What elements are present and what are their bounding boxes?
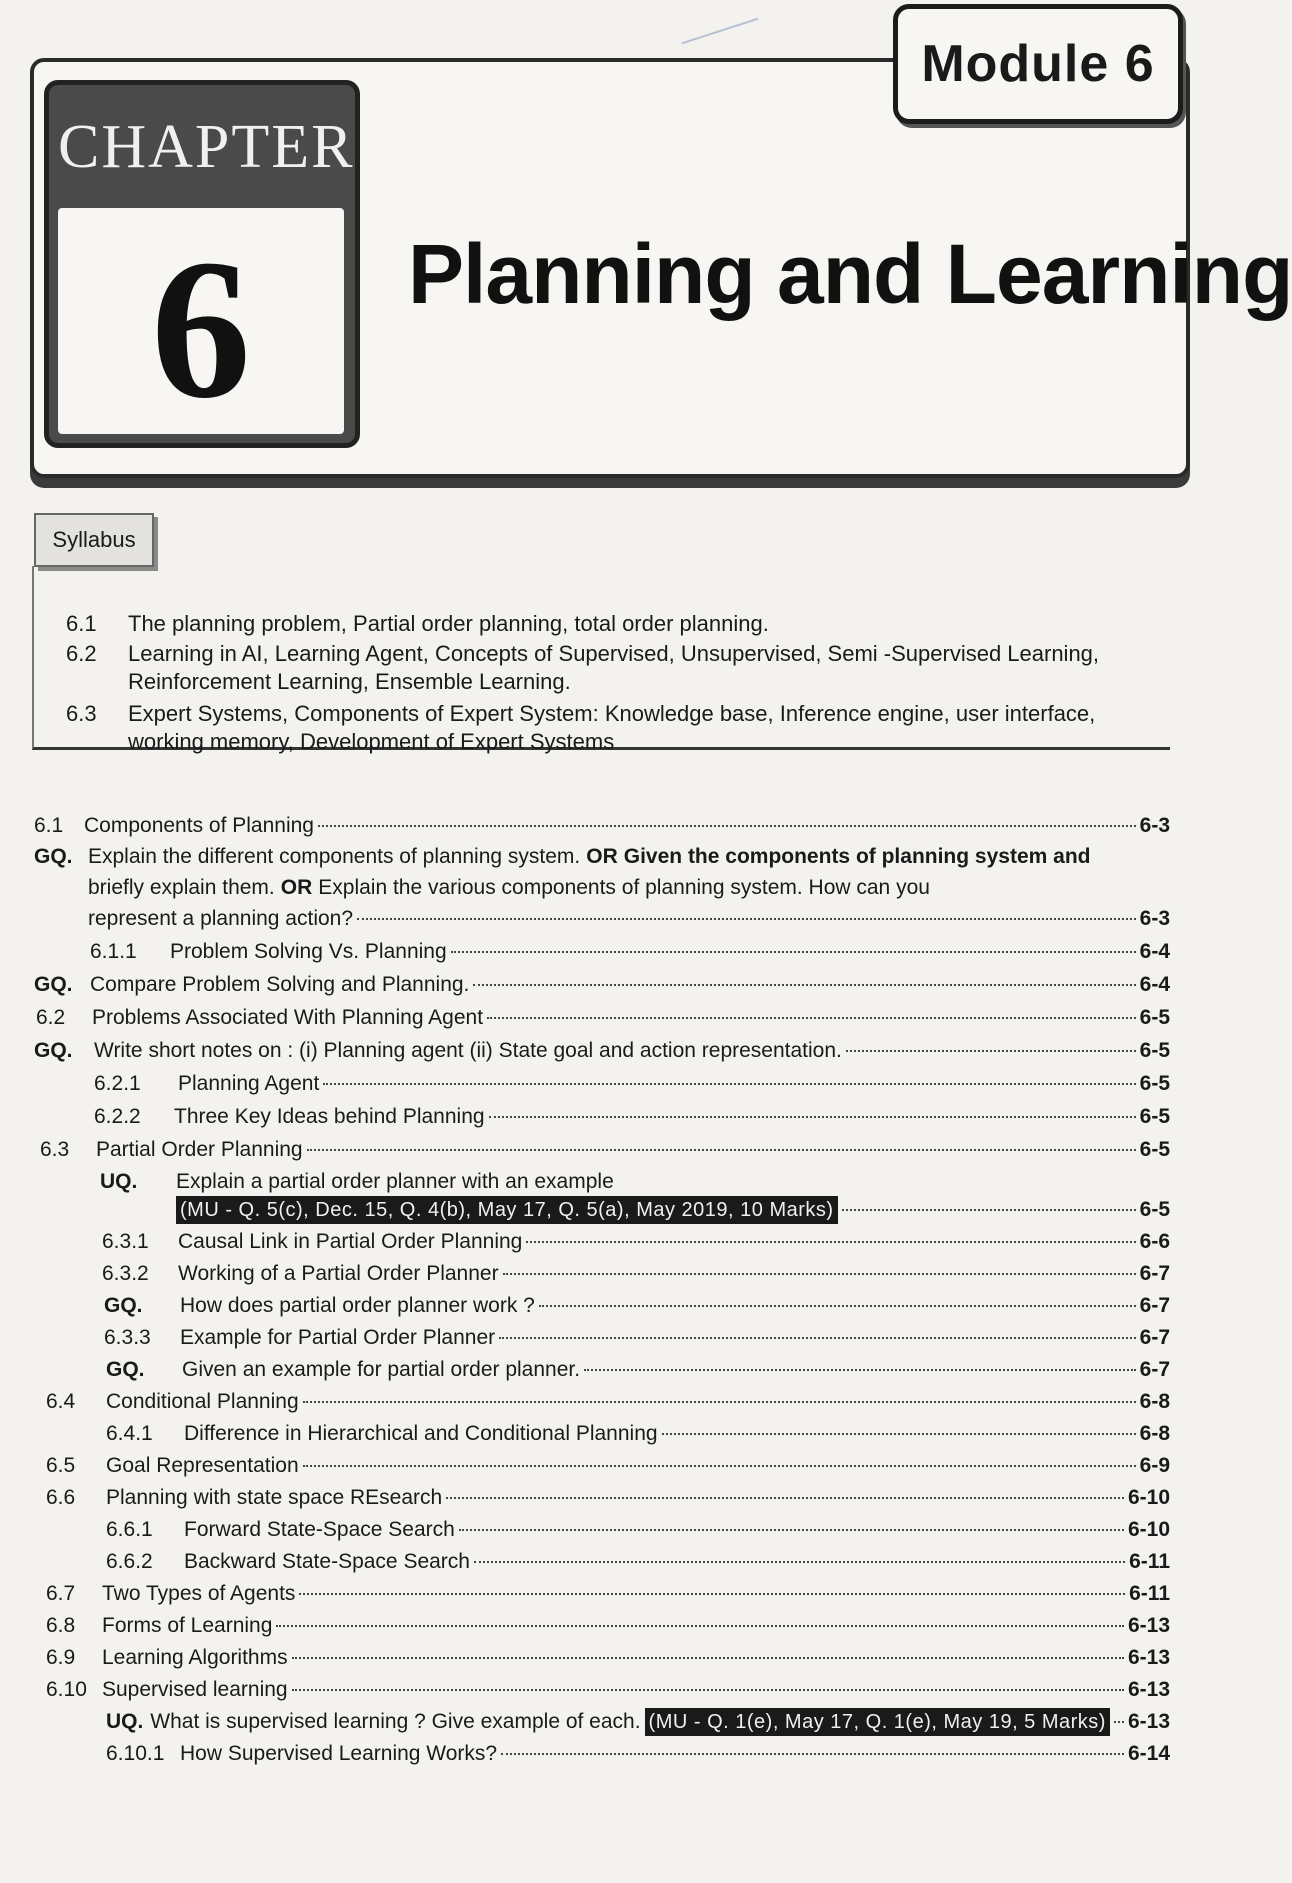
toc-page: 6-5 bbox=[1139, 1072, 1170, 1095]
toc-page: 6-14 bbox=[1127, 1742, 1170, 1765]
toc-leader bbox=[303, 1465, 1136, 1467]
toc-entry[interactable] bbox=[106, 1516, 1170, 1544]
toc-entry[interactable] bbox=[46, 1452, 1170, 1480]
toc-entry[interactable] bbox=[46, 1580, 1170, 1608]
toc-number: 6.7 bbox=[46, 1582, 76, 1605]
toc-title: What is supervised learning ? Give example of each. bbox=[150, 1710, 641, 1733]
toc-title: Example for Partial Order Planner bbox=[180, 1326, 496, 1349]
toc-leader bbox=[503, 1273, 1136, 1275]
toc-title: Three Key Ideas behind Planning bbox=[174, 1105, 485, 1128]
toc-page: 6-5 bbox=[1139, 1138, 1170, 1161]
toc-title: How Supervised Learning Works? bbox=[180, 1742, 498, 1765]
toc-number: 6.2 bbox=[36, 1006, 66, 1029]
toc-page: 6-5 bbox=[1139, 1198, 1170, 1221]
toc-page: 6-5 bbox=[1139, 1006, 1170, 1029]
toc-leader bbox=[584, 1369, 1136, 1371]
toc-entry[interactable] bbox=[106, 1740, 1170, 1768]
toc-page: 6-3 bbox=[1139, 814, 1170, 837]
toc-leader bbox=[501, 1753, 1124, 1755]
toc-entry[interactable] bbox=[34, 971, 1170, 999]
syllabus-item bbox=[66, 700, 1166, 756]
toc-number: 6.6.1 bbox=[106, 1518, 153, 1541]
toc-leader bbox=[459, 1529, 1124, 1531]
toc-number: 6.5 bbox=[46, 1454, 76, 1477]
syllabus-item-number: 6.1 bbox=[66, 611, 97, 636]
toc-number: 6.4.1 bbox=[106, 1422, 153, 1445]
toc-entry[interactable] bbox=[46, 1484, 1170, 1512]
toc-title: Problem Solving Vs. Planning bbox=[170, 940, 447, 963]
chapter-title: Planning and Learning bbox=[408, 227, 1292, 321]
pencil-mark bbox=[682, 18, 759, 45]
toc-title: Backward State-Space Search bbox=[184, 1550, 470, 1573]
mu-reference-badge: (MU - Q. 5(c), Dec. 15, Q. 4(b), May 17, Q. 5(a), May 2019, 10 Marks) bbox=[176, 1196, 838, 1224]
toc-number: GQ. bbox=[104, 1294, 143, 1317]
toc-entry[interactable] bbox=[46, 1388, 1170, 1416]
toc-title: Planning with state space REsearch bbox=[106, 1486, 443, 1509]
toc-title: Problems Associated With Planning Agent bbox=[92, 1006, 484, 1029]
toc-page: 6-8 bbox=[1139, 1390, 1170, 1413]
toc-title: Planning Agent bbox=[178, 1072, 320, 1095]
toc-entry[interactable] bbox=[34, 1037, 1170, 1065]
toc-title: How does partial order planner work ? bbox=[180, 1294, 535, 1317]
syllabus-item bbox=[66, 640, 1166, 696]
toc-title: Learning Algorithms bbox=[102, 1646, 288, 1669]
syllabus-item-text: Expert Systems, Components of Expert System: Knowledge base, Inference engine, user interface, working memory, Development of Expert Systems bbox=[128, 701, 1096, 754]
syllabus-item-number: 6.2 bbox=[66, 641, 97, 666]
toc-page: 6-7 bbox=[1139, 1262, 1170, 1285]
toc-number: 6.1.1 bbox=[90, 940, 137, 963]
toc-number: 6.3.1 bbox=[102, 1230, 149, 1253]
toc-title: Given the components of planning system and bbox=[623, 845, 1091, 868]
toc-number: 6.6 bbox=[46, 1486, 76, 1509]
toc-number: 6.1 bbox=[34, 814, 64, 837]
toc-page: 6-11 bbox=[1129, 1582, 1170, 1605]
toc-page: 6-9 bbox=[1139, 1454, 1170, 1477]
toc-page: 6-8 bbox=[1139, 1422, 1170, 1445]
toc-entry[interactable] bbox=[34, 843, 1170, 871]
toc-leader bbox=[318, 825, 1136, 827]
module-tab bbox=[893, 4, 1183, 124]
toc-page: 6-4 bbox=[1139, 973, 1170, 996]
toc-entry[interactable] bbox=[104, 1324, 1170, 1352]
toc-leader bbox=[662, 1433, 1136, 1435]
toc-leader bbox=[474, 1561, 1125, 1563]
toc-entry[interactable] bbox=[104, 1292, 1170, 1320]
module-label: Module 6 bbox=[921, 35, 1155, 93]
toc-page: 6-13 bbox=[1127, 1710, 1170, 1733]
toc-number: UQ. bbox=[106, 1710, 144, 1733]
toc-title: Explain a partial order planner with an example bbox=[176, 1170, 614, 1193]
syllabus-item-text: The planning problem, Partial order planning, total order planning. bbox=[128, 611, 769, 636]
toc-page: 6-7 bbox=[1139, 1326, 1170, 1349]
toc-title: Goal Representation bbox=[106, 1454, 299, 1477]
toc-leader bbox=[499, 1337, 1136, 1339]
toc-page: 6-6 bbox=[1139, 1230, 1170, 1253]
toc-title: Compare Problem Solving and Planning. bbox=[90, 973, 470, 996]
toc-title: briefly explain them. bbox=[88, 876, 275, 899]
toc-page: 6-4 bbox=[1139, 940, 1170, 963]
toc-page: 6-7 bbox=[1139, 1358, 1170, 1381]
toc-entry[interactable] bbox=[100, 1168, 1170, 1196]
toc-leader bbox=[323, 1083, 1135, 1085]
toc-leader bbox=[473, 984, 1135, 986]
toc-number: 6.4 bbox=[46, 1390, 76, 1413]
toc-leader bbox=[357, 918, 1136, 920]
toc-entry[interactable] bbox=[88, 905, 1170, 933]
toc-leader bbox=[307, 1149, 1136, 1151]
toc-title: Difference in Hierarchical and Conditional Planning bbox=[184, 1422, 658, 1445]
toc-leader bbox=[451, 951, 1136, 953]
toc-or: OR bbox=[280, 876, 313, 899]
toc-number: 6.10 bbox=[46, 1678, 87, 1701]
toc-leader bbox=[842, 1209, 1136, 1211]
toc-leader bbox=[299, 1593, 1125, 1595]
toc-number: GQ. bbox=[34, 845, 73, 868]
toc-page: 6-10 bbox=[1127, 1518, 1170, 1541]
toc-number: GQ. bbox=[106, 1358, 145, 1381]
toc-title: Write short notes on : (i) Planning agent (ii) State goal and action representation. bbox=[94, 1039, 842, 1062]
toc-entry[interactable] bbox=[106, 1356, 1170, 1384]
toc-leader bbox=[539, 1305, 1136, 1307]
toc-page: 6-3 bbox=[1139, 907, 1170, 930]
toc-page: 6-13 bbox=[1127, 1646, 1170, 1669]
syllabus-item-text: Learning in AI, Learning Agent, Concepts of Supervised, Unsupervised, Semi -Supervised Learning, Reinforcement Learning, Ensemble Learning. bbox=[128, 641, 1100, 694]
toc-title: Partial Order Planning bbox=[96, 1138, 303, 1161]
toc-leader bbox=[1114, 1721, 1124, 1723]
toc-title: Forms of Learning bbox=[102, 1614, 273, 1637]
toc-entry[interactable] bbox=[34, 812, 1170, 840]
toc-title: Two Types of Agents bbox=[102, 1582, 296, 1605]
toc-entry[interactable] bbox=[102, 1228, 1170, 1256]
syllabus-item bbox=[66, 610, 1166, 638]
toc-title: Forward State-Space Search bbox=[184, 1518, 455, 1541]
toc-number: 6.3.2 bbox=[102, 1262, 149, 1285]
syllabus-tab bbox=[34, 513, 154, 567]
toc-number: 6.8 bbox=[46, 1614, 76, 1637]
toc-entry[interactable] bbox=[90, 938, 1170, 966]
toc-entry[interactable] bbox=[46, 1644, 1170, 1672]
toc-leader bbox=[526, 1241, 1135, 1243]
toc-leader bbox=[487, 1017, 1136, 1019]
toc-leader bbox=[846, 1050, 1136, 1052]
toc-entry[interactable] bbox=[40, 1136, 1170, 1164]
toc-title: Explain the different components of planning system. bbox=[88, 845, 581, 868]
toc-leader bbox=[292, 1689, 1124, 1691]
toc-entry[interactable] bbox=[106, 1548, 1170, 1576]
toc-entry[interactable] bbox=[36, 1004, 1170, 1032]
syllabus-label: Syllabus bbox=[52, 527, 136, 552]
toc-entry[interactable] bbox=[102, 1260, 1170, 1288]
syllabus-item-number: 6.3 bbox=[66, 701, 97, 726]
toc-title: Conditional Planning bbox=[106, 1390, 299, 1413]
toc-number: 6.3 bbox=[40, 1138, 70, 1161]
toc-title: Supervised learning bbox=[102, 1678, 288, 1701]
toc-number: 6.9 bbox=[46, 1646, 76, 1669]
toc-entry[interactable] bbox=[106, 1708, 1170, 1736]
toc-number: 6.10.1 bbox=[106, 1742, 165, 1765]
toc-title: Given an example for partial order planner. bbox=[182, 1358, 581, 1381]
toc-or: OR bbox=[586, 845, 618, 868]
toc-number: GQ. bbox=[34, 1039, 73, 1062]
toc-leader bbox=[303, 1401, 1136, 1403]
toc-entry[interactable] bbox=[106, 1420, 1170, 1448]
toc-title: Explain the various components of planning system. How can you bbox=[318, 876, 930, 899]
toc-page: 6-5 bbox=[1139, 1039, 1170, 1062]
mu-reference-badge: (MU - Q. 1(e), May 17, Q. 1(e), May 19, 5 Marks) bbox=[645, 1708, 1110, 1736]
toc-leader bbox=[292, 1657, 1124, 1659]
toc-leader bbox=[489, 1116, 1136, 1118]
toc-number: GQ. bbox=[34, 973, 73, 996]
toc-page: 6-13 bbox=[1127, 1678, 1170, 1701]
toc-page: 6-10 bbox=[1127, 1486, 1170, 1509]
toc-entry[interactable] bbox=[176, 1196, 1170, 1224]
toc-number: UQ. bbox=[100, 1170, 138, 1193]
toc-leader bbox=[276, 1625, 1124, 1627]
toc-number: 6.2.2 bbox=[94, 1105, 141, 1128]
toc-entry[interactable] bbox=[46, 1612, 1170, 1640]
toc-page: 6-11 bbox=[1129, 1550, 1170, 1573]
toc-entry[interactable] bbox=[94, 1103, 1170, 1131]
toc-entry[interactable] bbox=[88, 874, 1170, 902]
toc-title: Components of Planning bbox=[84, 814, 314, 837]
chapter-number: 6 bbox=[151, 219, 251, 440]
toc-page: 6-5 bbox=[1139, 1105, 1170, 1128]
toc-page: 6-13 bbox=[1127, 1614, 1170, 1637]
toc-title: Working of a Partial Order Planner bbox=[178, 1262, 499, 1285]
toc-entry[interactable] bbox=[94, 1070, 1170, 1098]
toc-number: 6.6.2 bbox=[106, 1550, 153, 1573]
toc-number: 6.3.3 bbox=[104, 1326, 151, 1349]
toc-title: represent a planning action? bbox=[88, 907, 354, 930]
chapter-word: CHAPTER bbox=[58, 113, 355, 181]
toc-number: 6.2.1 bbox=[94, 1072, 141, 1095]
toc-entry[interactable] bbox=[46, 1676, 1170, 1704]
toc-page: 6-7 bbox=[1139, 1294, 1170, 1317]
toc-leader bbox=[446, 1497, 1124, 1499]
toc-title: Causal Link in Partial Order Planning bbox=[178, 1230, 523, 1253]
